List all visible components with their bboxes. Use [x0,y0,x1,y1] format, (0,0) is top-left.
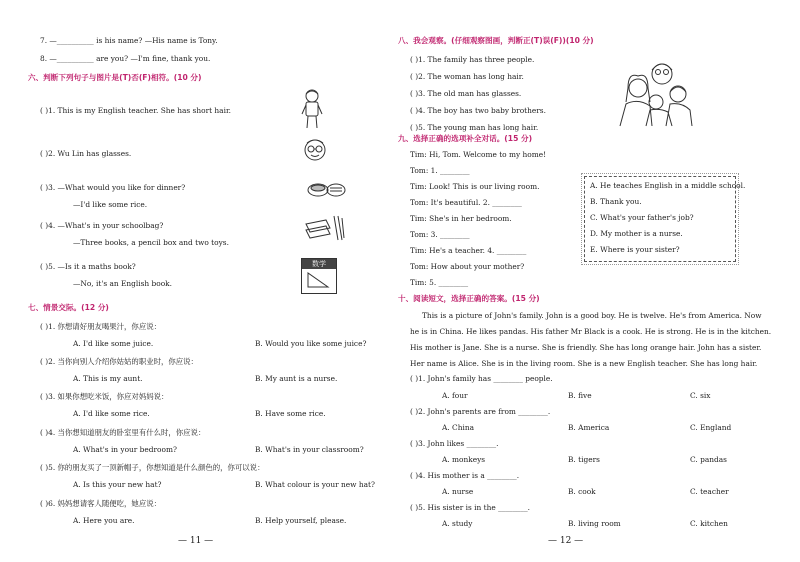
question-7: 7. —__________ is his name? —His name is Tony. [40,36,218,45]
s7-q3-a: A. I'd like some rice. [73,409,150,418]
dialog-line-5: Tim: She's in her bedroom. [410,214,512,223]
food-picture [306,178,346,198]
s7-q3-b: B. Have some rice. [255,409,326,418]
maths-book-label: 数学 [302,259,336,269]
option-c: C. What's your father's job? [590,213,694,222]
section-6-title: 六、判断下列句子与图片是(T)否(F)相符。(10 分) [28,73,202,82]
dialog-line-9: Tim: 5. ________ [410,278,469,287]
page-number-right: — 12 — [548,536,584,546]
dialog-line-3: Tim: Look! This is our living room. [410,182,540,191]
s6-item-3-answer: —I'd like some rice. [73,200,148,209]
s6-item-4-answer: —Three books, a pencil box and two toys. [73,238,229,247]
s10-q4-a: A. nurse [442,487,474,496]
s6-item-3: ( )3. —What would you like for dinner? [40,183,186,192]
ruler-icon [302,269,336,291]
s7-q6-a: A. Here you are. [73,516,135,525]
family-picture [612,58,696,128]
s7-q4-a: A. What's in your bedroom? [73,445,177,454]
s7-q4-b: B. What's in your classroom? [255,445,364,454]
s8-item-3: ( )3. The old man has glasses. [410,89,522,98]
s10-q5: ( )5. His sister is in the ________. [410,503,530,512]
boy-glasses-picture [302,138,328,164]
s10-q2-b: B. America [568,423,610,432]
dialog-line-2: Tom: 1. ________ [410,166,470,175]
s10-q5-c: C. kitchen [690,519,728,528]
option-d: D. My mother is a nurse. [590,229,683,238]
passage-line-2: he is in China. He likes pandas. His father Mr Black is a cook. He is strong. He is in the kitchen. [410,327,772,336]
s6-item-5-answer: —No, it's an English book. [73,279,173,288]
s7-q5-b: B. What colour is your new hat? [255,480,375,489]
s8-item-5: ( )5. The young man has long hair. [410,123,539,132]
s6-item-2: ( )2. Wu Lin has glasses. [40,149,132,158]
s7-q1-b: B. Would you like some juice? [255,339,367,348]
s10-q1: ( )1. John's family has ________ people. [410,374,553,383]
passage-line-1: This is a picture of John's family. John is a good boy. He is twelve. He's from America. Now [422,311,762,320]
s10-q2-a: A. China [442,423,474,432]
s7-q1-a: A. I'd like some juice. [73,339,154,348]
s10-q2-c: C. England [690,423,732,432]
s10-q4: ( )4. His mother is a ________. [410,471,520,480]
s7-q5-a: A. Is this your new hat? [73,480,162,489]
s6-item-4: ( )4. —What's in your schoolbag? [40,221,164,230]
question-8: 8. —__________ are you? —I'm fine, thank you. [40,54,211,63]
section-7-title: 七、情景交际。(12 分) [28,303,109,312]
s7-q6: ( )6. 妈妈想请客人随便吃，她应说： [40,499,161,508]
section-9-title: 九、选择正确的选项补全对话。(15 分) [398,134,533,143]
option-e: E. Where is your sister? [590,245,680,254]
option-a: A. He teaches English in a middle school. [590,181,746,190]
teacher-picture [300,88,324,130]
s10-q1-c: C. six [690,391,711,400]
passage-line-4: Her name is Alice. She is in the living room. She is a new English teacher. She has long hair. [410,359,758,368]
s7-q1: ( )1. 你想请好朋友喝果汁，你应说： [40,322,161,331]
s10-q3-a: A. monkeys [442,455,486,464]
s10-q4-c: C. teacher [690,487,729,496]
page-number-left: — 11 — [178,536,214,546]
s7-q2: ( )2. 当你向别人介绍你姑姑的职业时，你应说： [40,357,198,366]
books-picture [304,214,346,242]
s10-q2: ( )2. John's parents are from ________. [410,407,551,416]
maths-book-picture [301,258,337,294]
dialog-line-1: Tim: Hi, Tom. Welcome to my home! [410,150,547,159]
s7-q3: ( )3. 如果你想吃米饭，你应对妈妈说： [40,392,169,401]
s7-q6-b: B. Help yourself, please. [255,516,347,525]
s10-q4-b: B. cook [568,487,596,496]
s10-q5-b: B. living room [568,519,621,528]
s8-item-2: ( )2. The woman has long hair. [410,72,524,81]
dialog-line-6: Tom: 3. ________ [410,230,470,239]
dialog-line-8: Tom: How about your mother? [410,262,525,271]
option-b: B. Thank you. [590,197,642,206]
s6-item-5: ( )5. —Is it a maths book? [40,262,136,271]
s10-q3-c: C. pandas [690,455,727,464]
section-8-title: 八、我会观察。(仔细观察图画，判断正(T)误(F))(10 分) [398,36,594,45]
s10-q1-b: B. five [568,391,592,400]
s7-q2-b: B. My aunt is a nurse. [255,374,338,383]
dialog-line-4: Tom: It's beautiful. 2. ________ [410,198,522,207]
section-10-title: 十、阅读短文，选择正确的答案。(15 分) [398,294,540,303]
passage-line-3: His mother is Jane. She is a nurse. She is friendly. She has long orange hair. John has a sister. [410,343,762,352]
s6-item-1: ( )1. This is my English teacher. She has short hair. [40,106,232,115]
s7-q2-a: A. This is my aunt. [73,374,143,383]
s10-q3-b: B. tigers [568,455,600,464]
s10-q5-a: A. study [442,519,473,528]
s7-q5: ( )5. 你的朋友买了一顶新帽子，你想知道是什么颜色的，你可以说： [40,463,265,472]
s8-item-4: ( )4. The boy has two baby brothers. [410,106,546,115]
s10-q1-a: A. four [442,391,468,400]
dialog-line-7: Tim: He's a teacher. 4. ________ [410,246,527,255]
s8-item-1: ( )1. The family has three people. [410,55,535,64]
s10-q3: ( )3. John likes ________. [410,439,499,448]
s7-q4: ( )4. 当你想知道朋友的卧室里有什么时，你应说： [40,428,206,437]
